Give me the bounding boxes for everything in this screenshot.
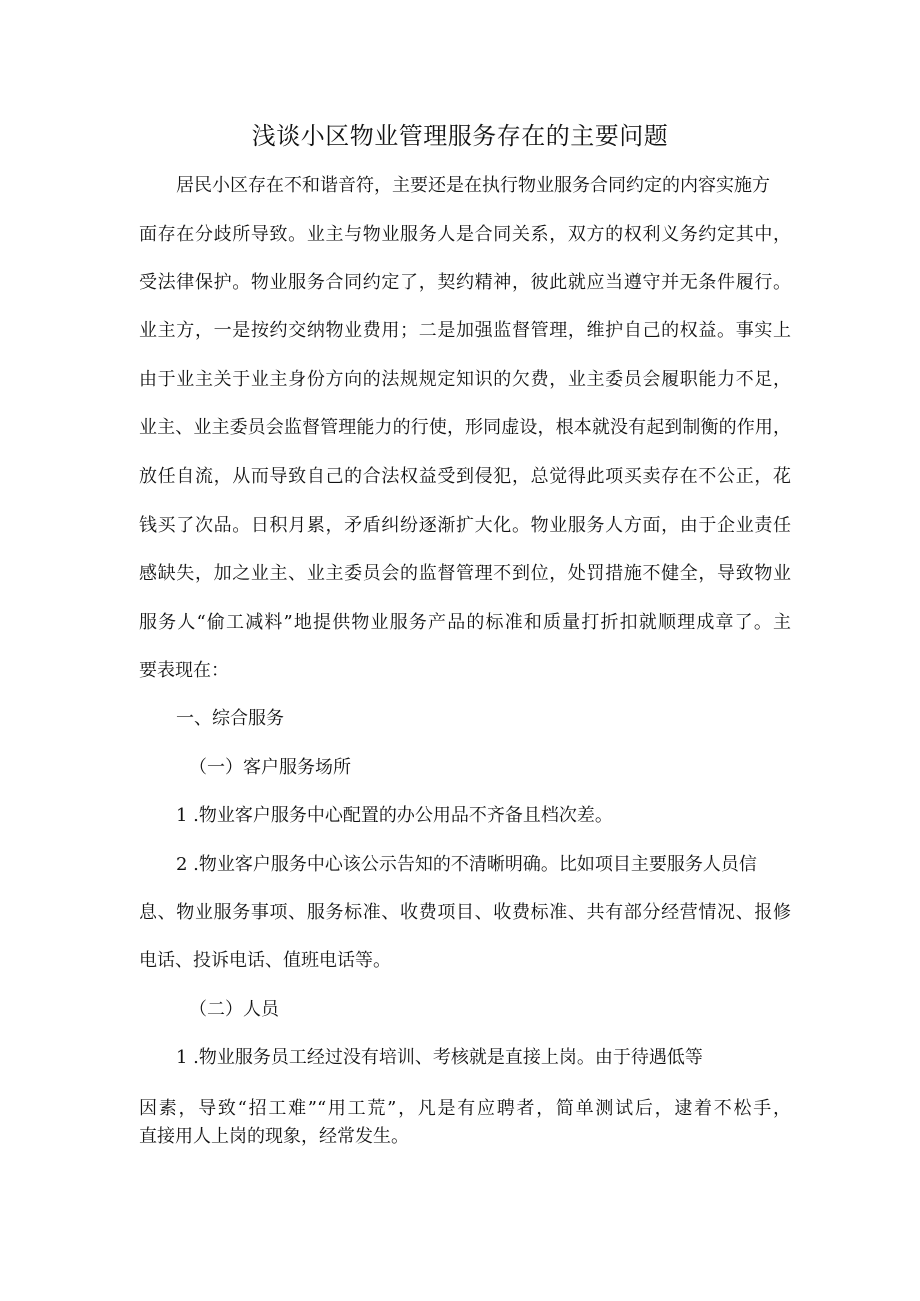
paragraph-line: 放任自流，从而导致自己的合法权益受到侵犯，总觉得此项买卖存在不公正，花 [139, 466, 791, 487]
list-item-line: 直接用人上岗的现象，经常发生。 [139, 1126, 409, 1147]
paragraph-line: 受法律保护。物业服务合同约定了，契约精神，彼此就应当遵守并无条件履行。 [139, 272, 791, 293]
paragraph-line: 钱买了次品。日积月累，矛盾纠纷逐渐扩大化。物业服务人方面，由于企业责任 [139, 515, 791, 536]
paragraph-line: 业主方，一是按约交纳物业费用；二是加强监督管理，维护自己的权益。事实上 [139, 320, 791, 341]
list-item: 1 .物业客户服务中心配置的办公用品不齐备且档次差。 [176, 805, 613, 826]
section-heading: 一、综合服务 [176, 708, 284, 729]
paragraph-line: 感缺失，加之业主、业主委员会的监督管理不到位，处罚措施不健全，导致物业 [139, 563, 791, 584]
paragraph-line: 居民小区存在不和谐音符，主要还是在执行物业服务合同约定的内容实施方 [176, 175, 770, 196]
document-title: 浅谈小区物业管理服务存在的主要问题 [251, 122, 669, 150]
paragraph-line: 由于业主关于业主身份方向的法规规定知识的欠费，业主委员会履职能力不足， [139, 369, 791, 390]
list-item-line: 息、物业服务事项、服务标准、收费项目、收费标准、共有部分经营情况、报修 [139, 902, 791, 923]
list-item-line: 电话、投诉电话、值班电话等。 [139, 950, 391, 971]
subsection-heading: （二）人员 [189, 999, 279, 1020]
list-item: 2 .物业客户服务中心该公示告知的不清晰明确。比如项目主要服务人员信 [176, 854, 757, 875]
paragraph-line: 业主、业主委员会监督管理能力的行使，形同虚设，根本就没有起到制衡的作用， [139, 417, 791, 438]
paragraph-line: 要表现在： [139, 660, 229, 681]
list-item-line: 因素，导致“招工难”“用工荒”，凡是有应聘者，简单测试后，逮着不松手， [139, 1098, 791, 1119]
subsection-heading: （一）客户服务场所 [189, 757, 351, 778]
list-item: 1 .物业服务员工经过没有培训、考核就是直接上岗。由于待遇低等 [176, 1047, 703, 1068]
paragraph-line: 面存在分歧所导致。业主与物业服务人是合同关系，双方的权利义务约定其中， [139, 224, 791, 245]
paragraph-line: 服务人“偷工减料”地提供物业服务产品的标准和质量打折扣就顺理成章了。主 [139, 612, 791, 633]
